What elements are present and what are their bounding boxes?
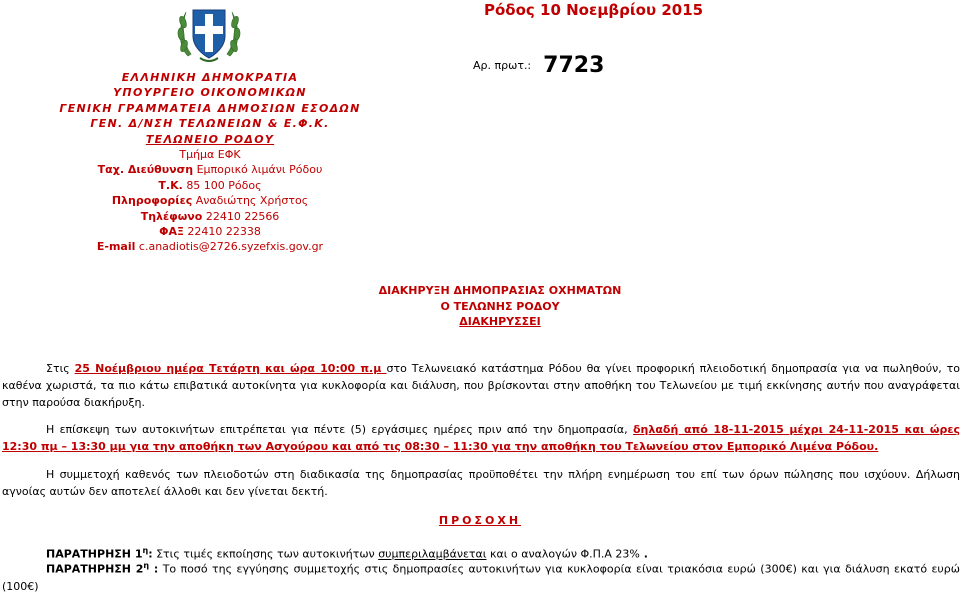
para1-pre: Στις: [46, 362, 75, 375]
para2-pre: Η επίσκεψη των αυτοκινήτων επιτρέπεται για πέντε (5) εργάσιμες ημέρες πριν από την δημοπρασία,: [46, 423, 633, 436]
note1-colon: :: [148, 547, 153, 561]
header-line-customs-office: ΤΕΛΩΝΕΙΟ ΡΟΔΟΥ: [145, 132, 275, 146]
protocol-number: [473, 53, 604, 78]
address-label: Ταχ. Διεύθυνση: [97, 163, 194, 177]
header-email: [40, 239, 380, 254]
note2-sup: η: [143, 561, 150, 570]
greek-emblem: [176, 2, 242, 66]
info-label: Πληροφορίες: [111, 194, 193, 208]
fax-label: ΦΑΞ: [159, 225, 184, 239]
protocol-value: 7723: [543, 53, 605, 78]
paragraph-participation: [2, 466, 960, 500]
header-dept: Τμήμα ΕΦΚ: [179, 148, 241, 162]
note1-label: ΠΑΡΑΤΗΡΗΣΗ 1: [46, 547, 143, 561]
header-line-general-secretariat: ΓΕΝΙΚΗ ΓΡΑΜΜΑΤΕΙΑ ΔΗΜΟΣΙΩΝ ΕΣΟΔΩΝ: [59, 101, 361, 115]
fax-value: 22410 22338: [187, 225, 261, 239]
para2-dates: δηλαδή από 18-11-2015 μέχρι 24-11-2015 και ώρες 12:30 πμ – 13:30 μμ για την αποθήκη των Ασγούρου και από τις 08:30 – 11:30 για την αποθήκη του Τελωνείου στον Εμπορικό Λιμένα Ρόδου.: [2, 423, 960, 453]
note1-included: συμπεριλαμβάνεται: [378, 547, 487, 561]
note2-text: Το ποσό της εγγύησης συμμετοχής στις δημοπρασίες αυτοκινήτων για κυκλοφορία είναι τριακόσια ευρώ (300€) και για διάλυση εκατό ευρώ (100€): [2, 562, 960, 593]
phone-label: Τηλέφωνο: [140, 209, 203, 223]
protocol-label: Αρ. πρωτ.:: [473, 59, 532, 72]
paragraph-viewing: [2, 421, 960, 455]
header-phone: [40, 209, 380, 224]
header-info: [40, 193, 380, 208]
header-line-republic: ΕΛΛΗΝΙΚΗ ΔΗΜΟΚΡΑΤΙΑ: [121, 71, 299, 84]
title-customs-officer: Ο ΤΕΛΩΝΗΣ ΡΟΔΟΥ: [440, 299, 560, 313]
note2-colon: :: [149, 562, 159, 576]
para1-rest: στο Τελωνειακό κατάστημα Ρόδου θα γίνει προφορική πλειοδοτική δημοπρασία για να πωληθούν, το καθένα χωριστά, τα πιο κάτω επιβατικά αυτοκίνητα για κυκλοφορία και διάλυση, που βρίσκονται στην αποθήκη του Τελωνείου με τιμή εκκίνησης αυτήν που αναγράφεται στην παρούσα διακήρυξη.: [2, 362, 960, 409]
note1-sup: η: [142, 546, 149, 555]
header-postcode: [40, 178, 380, 193]
announcement-titles: [0, 283, 960, 330]
title-auction: ΔΙΑΚΗΡΥΞΗ ΔΗΜΟΠΡΑΣΙΑΣ ΟΧΗΜΑΤΩΝ: [378, 284, 622, 297]
postcode-label: Τ.Κ.: [158, 178, 183, 192]
document-date: Ρόδος 10 Νοεμβρίου 2015: [484, 1, 704, 19]
note-2: [2, 557, 960, 595]
note1-end: .: [639, 547, 648, 561]
address-value: Εμπορικό λιμάνι Ρόδου: [196, 163, 323, 177]
note1-post: και ο αναλογών Φ.Π.Α 23%: [486, 547, 640, 561]
para1-date: 25 Νοέμβριου ημέρα Τετάρτη και ώρα 10:00 π.μ: [74, 362, 387, 375]
header-address: [40, 162, 380, 177]
title-declares: ΔΙΑΚΗΡΥΣΣΕΙ: [459, 315, 541, 328]
phone-value: 22410 22566: [205, 209, 280, 223]
email-value: c.anadiotis@2726.syzefxis.gov.gr: [138, 240, 324, 254]
info-value: Αναδιώτης Χρήστος: [195, 194, 309, 208]
note1-pre: Στις τιμές εκποίησης των αυτοκινήτων: [152, 547, 379, 561]
sender-header: [40, 70, 380, 255]
header-line-directorate: ΓΕΝ. Δ/ΝΣΗ ΤΕΛΩΝΕΙΩΝ & Ε.Φ.Κ.: [90, 117, 330, 131]
email-label: E-mail: [96, 240, 136, 254]
header-line-ministry: ΥΠΟΥΡΓΕΙΟ ΟΙΚΟΝΟΜΙΚΩΝ: [113, 86, 307, 100]
paragraph-auction-date: [2, 360, 960, 411]
header-fax: [40, 224, 380, 239]
postcode-value: 85 100 Ρόδος: [186, 178, 262, 192]
para3-text: Η συμμετοχή καθενός των πλειοδοτών στη διαδικασία της δημοπρασίας προϋποθέτει την πλήρη ενημέρωση του επί των όρων πώλησης που ισχύουν. Δήλωση αγνοίας αυτών δεν αποτελεί άλλοθι και δεν γίνεται δεκτή.: [2, 468, 960, 498]
note2-label: ΠΑΡΑΤΗΡΗΣΗ 2: [46, 562, 144, 576]
attention-heading: ΠΡΟΣΟΧΗ: [438, 514, 522, 527]
